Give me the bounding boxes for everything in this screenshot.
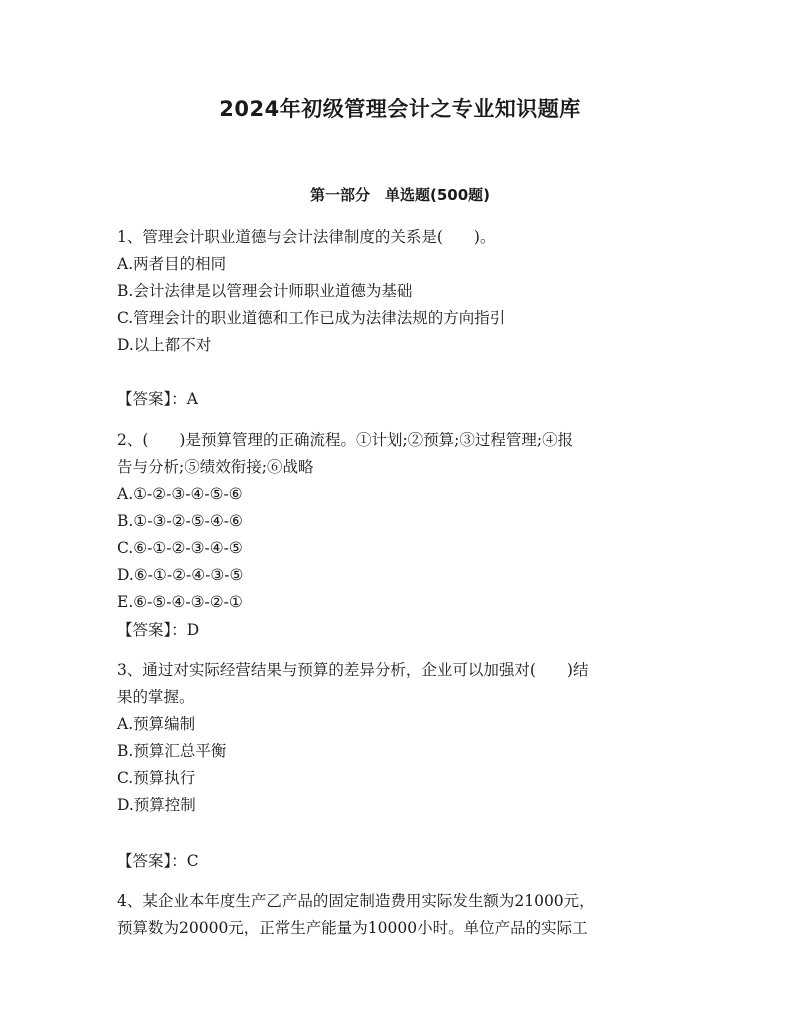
question-2-stem-line-1: 2、( )是预算管理的正确流程。①计划;②预算;③过程管理;④报 bbox=[117, 431, 574, 449]
document-title: 2024年初级管理会计之专业知识题库 bbox=[219, 97, 581, 121]
question-4-stem-line-2: 预算数为20000元，正常生产能量为10000小时。单位产品的实际工 bbox=[117, 919, 588, 937]
question-1-answer: 【答案】：A bbox=[117, 390, 198, 408]
question-2-option-b: B.①-③-②-⑤-④-⑥ bbox=[117, 512, 243, 530]
section-title: 第一部分 单选题(500题) bbox=[309, 186, 491, 204]
question-2-option-a: A.①-②-③-④-⑤-⑥ bbox=[117, 485, 243, 503]
question-3-option-d: D.预算控制 bbox=[117, 796, 196, 814]
question-2-answer: 【答案】：D bbox=[117, 621, 200, 639]
question-3-option-a: A.预算编制 bbox=[117, 715, 196, 733]
question-3-option-b: B.预算汇总平衡 bbox=[117, 742, 227, 760]
question-1-option-b: B.会计法律是以管理会计师职业道德为基础 bbox=[117, 282, 413, 300]
question-1-stem-line-1: 1、管理会计职业道德与会计法律制度的关系是( )。 bbox=[117, 228, 496, 246]
question-1-option-d: D.以上都不对 bbox=[117, 336, 212, 354]
question-3-answer: 【答案】：C bbox=[117, 852, 199, 870]
question-3-stem-line-2: 果的掌握。 bbox=[117, 688, 195, 706]
question-4-stem-line-1: 4、某企业本年度生产乙产品的固定制造费用实际发生额为21000元， bbox=[117, 892, 595, 910]
question-2-option-d: D.⑥-①-②-④-③-⑤ bbox=[117, 566, 244, 584]
question-1-option-c: C.管理会计的职业道德和工作已成为法律法规的方向指引 bbox=[117, 309, 506, 327]
question-3-option-c: C.预算执行 bbox=[117, 769, 196, 787]
question-1-option-a: A.两者目的相同 bbox=[117, 255, 227, 273]
question-2-stem-line-2: 告与分析;⑤绩效衔接;⑥战略 bbox=[117, 458, 314, 476]
question-3-stem-line-1: 3、通过对实际经营结果与预算的差异分析，企业可以加强对( )结 bbox=[117, 661, 589, 679]
question-2-option-c: C.⑥-①-②-③-④-⑤ bbox=[117, 539, 243, 557]
question-2-option-e: E.⑥-⑤-④-③-②-① bbox=[117, 593, 243, 611]
